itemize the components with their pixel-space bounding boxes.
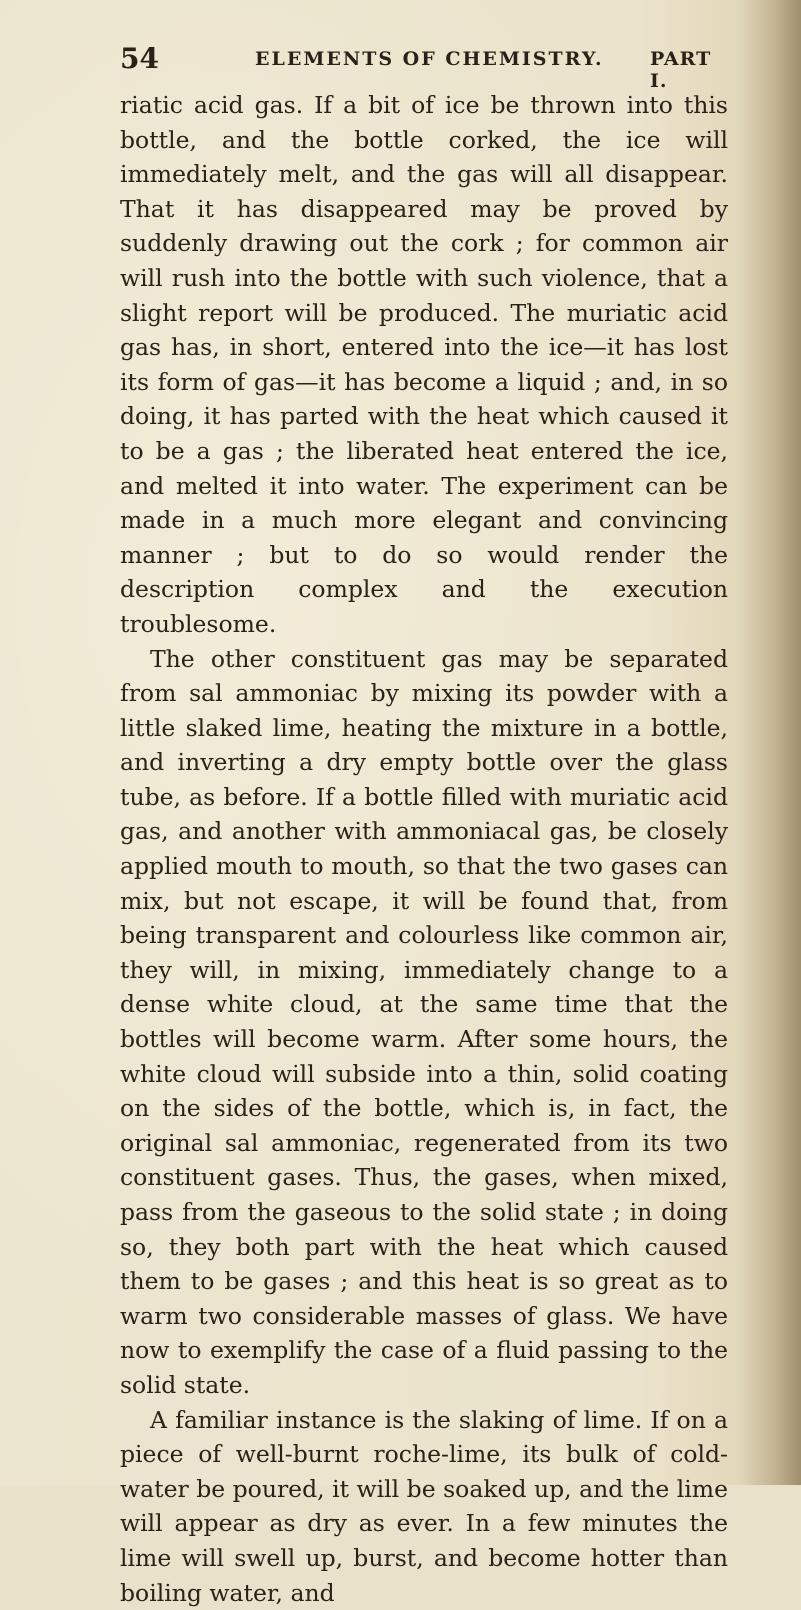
paragraph-continued: riatic acid gas. If a bit of ice be thrown into this bottle, and the bottle corked, the ice will immediately melt, and the gas will all disappear. That it has disappeared may be proved by suddenly drawing out the cork ; for common air will rush into the bottle with such violence, that a slight report will be produced. The muriatic acid gas has, in short, entered into the ice—it has lost its form of gas—it has become a liquid ; and, in so doing, it has parted with the heat which caused it to be a gas ; the liberated heat entered the ice, and melted it into water. The experiment can be made in a much more elegant and convincing manner ; but to do so would render the description complex and the execution troublesome. — [120, 91, 728, 638]
body-text — [120, 88, 728, 1610]
part-label: PART I. — [650, 48, 712, 92]
page-edge-shadow — [741, 0, 801, 1485]
paragraph-sal-ammoniac: The other constituent gas may be separated from sal ammoniac by mixing its powder with a little slaked lime, heating the mixture in a bottle, and inverting a dry empty bottle over the glass tube, as before. If a bottle filled with muriatic acid gas, and another with ammoniacal gas, be closely applied mouth to mouth, so that the two gases can mix, but not escape, it will be found that, from being transparent and colourless like common air, they will, in mixing, immediately change to a dense white cloud, at the same time that the bottles will become warm. After some hours, the white cloud will subside into a thin, solid coating on the sides of the bottle, which is, in fact, the original sal ammoniac, regenerated from its two constituent gases. Thus, the gases, when mixed, pass from the gaseous to the solid state ; in doing so, they both part with the heat which caused them to be gases ; and this heat is so great as to warm two considerable masses of glass. We have now to exemplify the case of a fluid passing to the solid state. — [120, 644, 728, 1399]
page-number: 54 — [120, 42, 159, 75]
running-header — [120, 42, 720, 92]
running-title: ELEMENTS OF CHEMISTRY. — [255, 48, 604, 70]
paragraph-slaking-lime: A familiar instance is the slaking of lime. If on a piece of well-burnt roche-lime, its bulk of cold-water be poured, it will be soaked up, and the lime will appear as dry as ever. In a few minutes the lime will swell up, burst, and become hotter than boiling water, and — [120, 1405, 728, 1607]
